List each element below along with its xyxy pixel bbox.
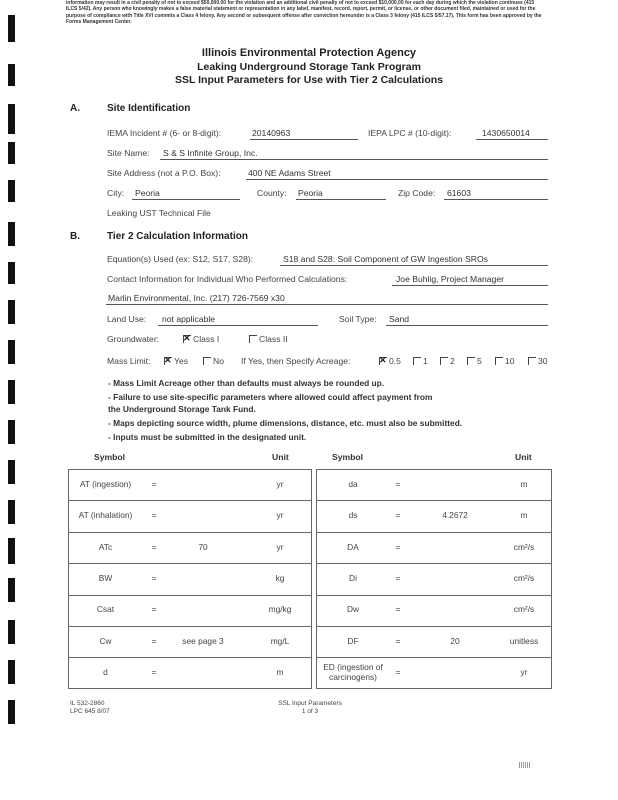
company-underline xyxy=(106,304,548,305)
acre-option-0-5[interactable] xyxy=(379,356,401,366)
section-b-letter: B. xyxy=(70,231,80,242)
symbol-cell: Csat xyxy=(96,604,115,615)
note-units: - Inputs must be submitted in the designated unit. xyxy=(108,432,307,442)
note-acreage-rounding: - Mass Limit Acreage other than defaults must always be rounded up. xyxy=(108,378,385,388)
acre-checkbox[interactable] xyxy=(413,357,421,365)
section-a-title: Site Identification xyxy=(107,103,191,114)
form-number: IL 532-2860 xyxy=(70,700,105,707)
table-row-divider xyxy=(68,563,312,564)
lpc-number: LPC 645 8/07 xyxy=(70,708,110,715)
binding-mark xyxy=(8,620,15,644)
unit-cell: yr xyxy=(276,510,284,521)
binding-mark xyxy=(8,380,15,404)
acre-option-10[interactable] xyxy=(495,356,515,366)
symbol-cell: Di xyxy=(349,572,357,583)
soil-type-label: Soil Type: xyxy=(339,314,377,324)
contact-label: Contact Information for Individual Who Performed Calculations: xyxy=(107,274,348,284)
zip-label: Zip Code: xyxy=(398,188,436,198)
city-underline xyxy=(132,199,240,200)
county-label: County: xyxy=(257,188,287,198)
acre-label: 10 xyxy=(505,356,515,366)
acre-checkbox[interactable] xyxy=(379,357,387,365)
iema-underline xyxy=(250,139,358,140)
unit-cell: mg/kg xyxy=(268,604,292,615)
acre-label: 5 xyxy=(477,356,482,366)
right-symbol-header: Symbol xyxy=(332,452,364,462)
yes-label: Yes xyxy=(174,356,189,366)
agency-name: Illinois Environmental Protection Agency xyxy=(201,47,417,59)
value-input[interactable]: 70 xyxy=(198,541,208,552)
table-row-divider xyxy=(316,532,552,533)
technical-file-label: Leaking UST Technical File xyxy=(107,208,211,218)
soil-type-input[interactable]: Sand xyxy=(389,314,410,324)
table-row-divider xyxy=(316,657,552,658)
acre-label: 30 xyxy=(538,356,548,366)
mass-limit-no[interactable] xyxy=(203,356,224,366)
unit-cell: yr xyxy=(276,541,284,552)
equations-label: Equation(s) Used (ex: S12, S17, S28): xyxy=(107,254,254,264)
site-name-input[interactable]: S & S Infinite Group, Inc. xyxy=(163,148,258,158)
site-address-input[interactable]: 400 NE Adams Street xyxy=(248,168,331,178)
legal-notice: information may result in a civil penalty of not to exceed $50,000.00 for the violation and an additional civil penalty of not to exceed $10,000.00 for each day during which the violation continues (415 ILCS 5/42). Any person who knowingly makes a false material statement or representation in any label, manifest, record, report, permit, or license, or other document filed, maintained or used for the purpose of compliance with Title XVI commits a Class 4 felony. Any second or subsequent offense after conviction hereunder is a Class 3 felony (415 ILCS 5/57.17). This form has been approved by the Forms Management Center. xyxy=(66,0,542,26)
footer-title-block xyxy=(250,700,370,716)
unit-cell: cm²/s xyxy=(513,572,535,583)
symbol-cell: AT (inhalation) xyxy=(78,510,133,521)
lpc-label: IEPA LPC # (10-digit): xyxy=(368,128,452,138)
value-input[interactable]: 4.2672 xyxy=(442,510,468,521)
binding-mark xyxy=(8,460,15,484)
table-row-divider xyxy=(68,657,312,658)
symbol-cell: Dw xyxy=(346,604,360,615)
class2-label: Class II xyxy=(259,334,288,344)
binding-mark xyxy=(8,104,15,134)
site-name-underline xyxy=(160,159,548,160)
site-address-underline xyxy=(246,179,548,180)
binding-mark xyxy=(8,660,15,684)
note-ust-fund: the Underground Storage Tank Fund. xyxy=(108,404,256,414)
symbol-cell: ATc xyxy=(98,541,113,552)
groundwater-label: Groundwater: xyxy=(107,334,160,344)
table-row-divider xyxy=(68,626,312,627)
unit-cell: m xyxy=(520,478,528,489)
equals-sign: = xyxy=(151,572,157,583)
class2-checkbox[interactable] xyxy=(249,335,257,343)
acre-option-30[interactable] xyxy=(528,356,548,366)
table-row-divider xyxy=(316,626,552,627)
class1-label: Class I xyxy=(193,334,220,344)
iema-label: IEMA Incident # (6- or 8-digit): xyxy=(107,128,222,138)
binding-mark xyxy=(8,180,15,202)
unit-cell: kg xyxy=(275,572,285,583)
no-checkbox[interactable] xyxy=(203,357,211,365)
symbol-cell: DF xyxy=(347,635,359,646)
unit-cell: unitless xyxy=(509,635,539,646)
city-label: City: xyxy=(107,188,125,198)
class2-option[interactable] xyxy=(249,334,288,344)
acre-option-5[interactable] xyxy=(467,356,482,366)
unit-cell: yr xyxy=(520,667,528,678)
equals-sign: = xyxy=(395,667,401,678)
mass-limit-label: Mass Limit: xyxy=(107,356,151,366)
equations-underline xyxy=(280,265,548,266)
symbol-cell: BW xyxy=(98,572,113,583)
unit-cell: cm²/s xyxy=(513,604,535,615)
unit-cell: mg/L xyxy=(270,635,290,646)
zip-underline xyxy=(444,199,548,200)
acre-label: 2 xyxy=(450,356,455,366)
symbol-cell: ds xyxy=(348,510,358,521)
class1-option[interactable] xyxy=(183,334,219,344)
binding-mark xyxy=(8,500,15,524)
binding-mark xyxy=(8,222,15,246)
symbol-cell: DA xyxy=(347,541,359,552)
binding-mark xyxy=(8,142,15,164)
left-unit-header: Unit xyxy=(272,452,289,462)
zip-input[interactable]: 61603 xyxy=(447,188,471,198)
acre-option-1[interactable] xyxy=(413,356,428,366)
binding-mark xyxy=(8,700,15,724)
binding-mark xyxy=(8,15,15,42)
site-address-label: Site Address (not a P.O. Box): xyxy=(107,168,221,178)
symbol-cell: AT (ingestion) xyxy=(79,478,132,489)
soil-type-underline xyxy=(386,325,548,326)
lpc-input[interactable]: 1430650014 xyxy=(482,128,530,138)
acre-label: 1 xyxy=(423,356,428,366)
symbol-cell: ED (ingestion of carcinogens) xyxy=(323,662,383,683)
equations-input[interactable]: S18 and S28: Soil Component of GW Ingestion SROs xyxy=(283,254,488,264)
scan-mark xyxy=(519,762,531,768)
acre-label: 0.5 xyxy=(389,356,401,366)
site-name-label: Site Name: xyxy=(107,148,150,158)
note-site-specific: - Failure to use site-specific parameters where allowed could affect payment from xyxy=(108,392,433,402)
binding-mark xyxy=(8,578,15,602)
symbol-cell: da xyxy=(348,478,358,489)
right-unit-header: Unit xyxy=(515,452,532,462)
acre-checkbox[interactable] xyxy=(528,357,536,365)
equals-sign: = xyxy=(151,478,157,489)
unit-cell: m xyxy=(276,667,284,678)
equals-sign: = xyxy=(395,572,401,583)
contact-input[interactable]: Joe Buhlig, Project Manager xyxy=(396,274,504,284)
table-row-divider xyxy=(316,563,552,564)
county-input[interactable]: Peoria xyxy=(298,188,323,198)
land-use-underline xyxy=(158,325,318,326)
section-b-title: Tier 2 Calculation Information xyxy=(107,231,248,242)
acreage-label: If Yes, then Specify Acreage: xyxy=(241,356,351,366)
city-input[interactable]: Peoria xyxy=(135,188,160,198)
class1-checkbox[interactable] xyxy=(183,335,191,343)
land-use-input[interactable]: not applicable xyxy=(162,314,216,324)
note-maps: - Maps depicting source width, plume dimensions, distance, etc. must also be submitted. xyxy=(108,418,463,428)
yes-checkbox[interactable] xyxy=(164,357,172,365)
equals-sign: = xyxy=(395,510,401,521)
value-input[interactable]: 20 xyxy=(450,635,460,646)
land-use-label: Land Use: xyxy=(107,314,147,324)
table-row-divider xyxy=(68,532,312,533)
equals-sign: = xyxy=(151,604,157,615)
unit-cell: yr xyxy=(276,478,284,489)
equals-sign: = xyxy=(395,541,401,552)
equals-sign: = xyxy=(151,510,157,521)
value-input[interactable]: see page 3 xyxy=(182,635,224,646)
table-row-divider xyxy=(68,500,312,501)
iema-input[interactable]: 20140963 xyxy=(252,128,291,138)
acre-checkbox[interactable] xyxy=(440,357,448,365)
equals-sign: = xyxy=(151,667,157,678)
unit-cell: cm²/s xyxy=(513,541,535,552)
left-symbol-header: Symbol xyxy=(94,452,126,462)
company-input[interactable]: Marlin Environmental, Inc. (217) 726-7569 x30 xyxy=(108,293,285,303)
equals-sign: = xyxy=(151,541,157,552)
table-row-divider xyxy=(316,500,552,501)
unit-cell: m xyxy=(520,510,528,521)
no-label: No xyxy=(213,356,224,366)
acre-checkbox[interactable] xyxy=(495,357,503,365)
contact-underline xyxy=(392,285,548,286)
footer-title: SSL Input Parameters xyxy=(278,700,342,707)
table-row-divider xyxy=(68,595,312,596)
equals-sign: = xyxy=(395,478,401,489)
binding-mark xyxy=(8,262,15,284)
binding-mark xyxy=(8,300,15,324)
county-underline xyxy=(296,199,386,200)
binding-mark xyxy=(8,340,15,364)
program-name: Leaking Underground Storage Tank Program xyxy=(197,61,421,73)
equals-sign: = xyxy=(395,635,401,646)
binding-mark xyxy=(8,420,15,444)
footer-form-number xyxy=(70,700,110,716)
symbol-cell: Cw xyxy=(99,635,112,646)
mass-limit-yes[interactable] xyxy=(164,356,188,366)
form-title: SSL Input Parameters for Use with Tier 2 Calculations xyxy=(174,74,444,86)
table-row-divider xyxy=(316,595,552,596)
symbol-cell: d xyxy=(103,667,108,678)
section-a-letter: A. xyxy=(70,103,80,114)
acre-option-2[interactable] xyxy=(440,356,455,366)
page-number: 1 of 3 xyxy=(301,708,319,715)
equals-sign: = xyxy=(151,635,157,646)
acre-checkbox[interactable] xyxy=(467,357,475,365)
binding-mark xyxy=(8,538,15,564)
equals-sign: = xyxy=(395,604,401,615)
lpc-underline xyxy=(476,139,548,140)
